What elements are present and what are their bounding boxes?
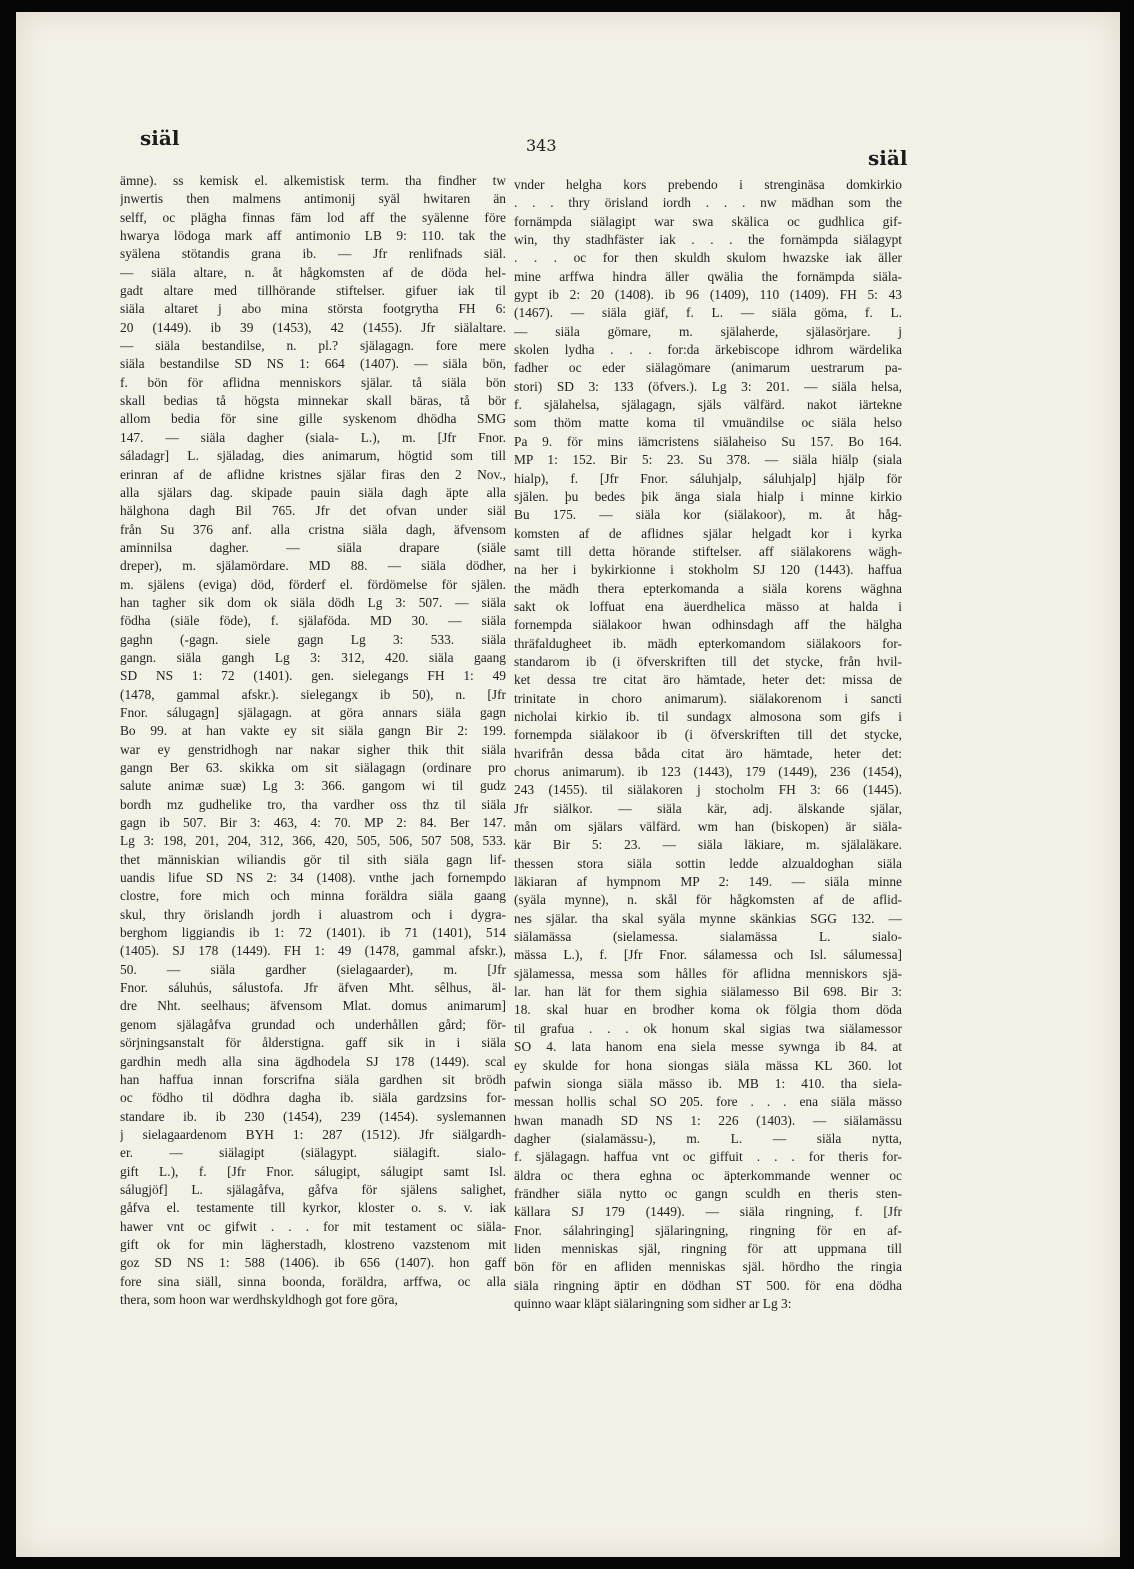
text-line: win, thy stadhfäster iak . . . the fornämpda siälagypt (514, 232, 902, 248)
text-line: thräfaldugheet ib. mädh epterkomandom siälakoors for- (514, 635, 902, 651)
text-line: han tagher sik dom ok siäla dödh Lg 3: 507. — siäla (120, 594, 506, 610)
text-line: liden menniskas själ, ringning för att uppmana till (514, 1240, 902, 1256)
text-line: erinran af de aflidne kristnes själar firas den 2 Nov., (120, 466, 506, 482)
text-line: . . . thry örisland iordh . . . nw mädhan som the (514, 195, 902, 211)
text-line: 243 (1455). til siälakoren j stocholm FH 3: 66 (1445). (514, 782, 902, 798)
text-line: 50. — siäla gardher (sielagaarder), m. [Jfr (120, 961, 506, 977)
text-line: aminnilsa dagher. — siäla drapare (siäle (120, 539, 506, 555)
text-line: Pa 9. för mins iämcristens siälaheiso Su 157. Bo 164. (514, 433, 902, 449)
text-line: ket dessa tre citat äro hämtade, heter det: missa de (514, 672, 902, 688)
text-line: stori) SD 3: 133 (öfvers.). Lg 3: 201. — siäla helsa, (514, 378, 902, 394)
left-column (120, 172, 506, 1309)
text-line: standare ib. ib 230 (1454), 239 (1454). syslemannen (120, 1108, 506, 1124)
text-line: chorus animarum). ib 123 (1443), 179 (1449), 236 (1454), (514, 764, 902, 779)
text-line: Jfr siälkor. — siäla kär, adj. älskande själar, (514, 800, 902, 816)
text-line: the mädh thera epterkomanda a siäla korens wäghna (514, 580, 902, 596)
text-line: clostre, fore mich och minna foräldra siäla gaang (120, 888, 506, 904)
text-line: gaghn (-gagn. siele gagn Lg 3: 533. siäla (120, 631, 506, 647)
text-line: komsten af de aflidnes själar helgadt kor i kyrka (514, 525, 902, 541)
text-line: 18. skal huar en brodher koma ok fölgia thom döda (514, 1002, 902, 1018)
text-line: skolen lydha . . . for:da ärkebiscope idhrom wärdelika (514, 342, 902, 358)
text-line: MP 1: 152. Bir 5: 23. Su 378. — siäla hiälp (siala (514, 452, 902, 468)
text-line: lar. han lät for them sighia siälamesso Bil 698. Bir 3: (514, 984, 902, 1000)
text-line: (1478, gammal afskr.). sielegangx ib 50), n. [Jfr (120, 686, 506, 702)
text-line: mässa L.), f. [Jfr Fnor. sálamessa och Isl. sálumessa] (514, 947, 902, 963)
text-line: 147. — siäla dagher (siala- L.), m. [Jfr Fnor. (120, 429, 506, 445)
text-line: sáladagr] L. själadag, dies animarum, högtid som till (120, 448, 506, 464)
text-line: selff, oc plägha finnas fäm lod aff the syälenne före (120, 209, 506, 225)
text-line: nicholai kirkio ib. til sundagx almosona som gifs i (514, 708, 902, 724)
text-line: sálugjöf] L. själagåfva, gåfva för själens salighet, (120, 1181, 506, 1197)
text-line: goz SD NS 1: 588 (1406). ib 656 (1407). hon gaff (120, 1255, 506, 1271)
text-line: fore sina siäll, sinna boonda, foräldra, arffwa, oc alla (120, 1273, 506, 1289)
text-line: Fnor. sálahringing] själaringning, ringning för en af- (514, 1222, 902, 1238)
text-line: f. bön för aflidna menniskors själar. tå siäla bön (120, 374, 506, 390)
text-line: fornempda siälakoor hwan odhinsdagh aff the hälgha (514, 617, 902, 633)
text-line: gangn Ber 63. skikka om sit siälagagn (ordinare pro (120, 760, 506, 775)
text-line: fornempda siälakoor ib (i öfverskriften till det stycke, (514, 727, 902, 743)
text-line: til grafua . . . ok honum skal sigias twa siälamessor (514, 1020, 902, 1036)
text-line: samt till detta hörande stiftelser. aff siälakorens wägh- (514, 543, 902, 559)
text-line: — siäla altare, n. åt hågkomsten af de döda hel- (120, 264, 506, 280)
text-line: (1467). — siäla giäf, f. L. — siäla göma, f. L. (514, 305, 902, 321)
text-line: na her i bykirkionne i stokholm SJ 120 (1443). haffua (514, 562, 902, 578)
header-right-word: siäl (868, 146, 908, 170)
text-line: mine arffwa hindra äller qwälia the fornämpda siäla- (514, 268, 902, 284)
text-line: siälamässa (sielamessa. sialamässa L. sialo- (514, 929, 902, 945)
text-line: siäla ringning äptir en dödhan ST 500. för ena dödha (514, 1277, 902, 1293)
text-line: hwarya lödoga mark aff antimonio LB 9: 110. tak the (120, 228, 506, 244)
text-line: quinno waar kläpt siälaringning som sidher ar Lg 3: (514, 1295, 792, 1311)
text-line: han haffua innan forscrifna siäla gardhen sit brödh (120, 1071, 506, 1087)
text-line: ämne). ss kemisk el. alkemistisk term. tha findher tw (120, 173, 506, 188)
text-line: sörjningsanstalt för ålderstigna. gaff sik in i siäla (120, 1035, 506, 1051)
text-line: bön för en afliden menniskas själ. hördho the ringia (514, 1259, 902, 1275)
text-line: alla själars dag. skipade pauin siäla dagh äpte alla (120, 484, 506, 500)
text-line: j sielagaardenom BYH 1: 287 (1512). Jfr siälgardh- (120, 1126, 506, 1142)
text-line: frändher siäla nytto oc gangn sculdh en theris sten- (514, 1185, 902, 1201)
text-line: er. — siälagipt (siälagypt. siälagift. sialo- (120, 1145, 506, 1161)
text-line: kär Bir 5: 23. — siäla läkiare, m. själaläkare. (514, 837, 902, 853)
text-line: mån om själars välfärd. wm han (biskopen) är siäla- (514, 819, 902, 835)
text-line: SO 4. lata hanom ena siela messe sywnga ib 84. at (514, 1039, 902, 1055)
text-line: genom själagåfva grundad och underhållen gård; för- (120, 1016, 506, 1032)
text-line: dre Nht. seelhaus; äfvensom Mlat. domus animarum] (120, 998, 506, 1014)
text-line: siäla bestandilse SD NS 1: 664 (1407). — siäla bön, (120, 356, 506, 372)
text-line: (1405). SJ 178 (1449). FH 1: 49 (1478, gammal afskr.), (120, 943, 506, 959)
page-number: 343 (526, 136, 557, 155)
text-line: skul, thry örislandh jordh i aluastrom och i dygra- (120, 906, 506, 922)
text-line: thessen stora siäla sottin ledde alzualdoghan siäla (514, 855, 902, 871)
text-line: standarom ib (i öfverskriften till det stycke, från hvil- (514, 653, 902, 669)
text-line: (syäla mynne), n. skål för hågkomsten af de aflid- (514, 892, 902, 908)
text-line: war ey genstridhogh nar nakar sigher thik thit siäla (120, 741, 506, 757)
text-line: från Su 376 anf. alla cristna siäla dagh, äfvensom (120, 521, 506, 537)
text-line: gardhin medh alla sina ägdhodela SJ 178 (1449). scal (120, 1053, 506, 1069)
text-line: dagher (sialamässu-), m. L. — siäla nytta, (514, 1130, 902, 1146)
text-line: äldra oc thera eghna oc äpterkommande wenner oc (514, 1167, 902, 1183)
text-line: allom bedia för sine gille syskenom dhödha SMG (120, 411, 506, 427)
text-line: Lg 3: 198, 201, 204, 312, 366, 420, 505, 506, 507 508, 533. (120, 833, 506, 849)
text-line: gagn ib 507. Bir 3: 463, 4: 70. MP 2: 84. Ber 147. (120, 815, 506, 831)
text-line: själamessa, messa som hålles för aflidna menniskors sjä- (514, 965, 902, 981)
text-line: trinitate in choro animarum). siälakorenom i sancti (514, 690, 902, 706)
text-line: källara SJ 179 (1449). — siäla ringning, f. [Jfr (514, 1204, 902, 1220)
text-line: . . . oc for then skuldh skulom hwazske iak äller (514, 250, 902, 266)
text-line: — siäla bestandilse, n. pl.? själagagn. fore mere (120, 338, 506, 354)
text-line: — siäla gömare, m. själaherde, själasörjare. j (514, 323, 902, 339)
text-line: födha (siäle föde), f. själaföda. MD 30. — siäla (120, 613, 506, 629)
text-line: Bu 175. — siäla kor (siälakoor), m. åt håg- (514, 507, 902, 523)
text-line: bordh mz gudhelike tro, tha vardher oss thz til siäla (120, 796, 506, 812)
text-line: hwan manadh SD NS 1: 226 (1403). — siälamässu (514, 1112, 902, 1128)
text-line: hälghona dagh Bil 765. Jfr det ofvan under siäl (120, 503, 506, 519)
text-line: oc födho til dödhra dagha ib. siäla gardzsins for- (120, 1090, 506, 1106)
text-line: ey skulde for hona siongas siäla mässa KL 360. lot (514, 1057, 902, 1073)
text-line: SD NS 1: 72 (1401). gen. sielegangs FH 1: 49 (120, 668, 506, 684)
text-line: berghom liggiandis ib 1: 72 (1401). ib 71 (1401), 514 (120, 925, 506, 941)
text-line: skall bedias tå högsta minnekar skall bäras, tå bör (120, 393, 506, 409)
text-line: uandis lifue SD NS 2: 34 (1408). vnthe jach fornempdo (120, 870, 506, 886)
text-line: f. själagagn. haffua vnt oc giffuit . . . for theris for- (514, 1149, 902, 1165)
text-line: syälena stötandis grana ib. — Jfr renlifnads siäl. (120, 246, 506, 262)
text-line: hialp), f. [Jfr Fnor. sáluhjalp, sáluhjalp] hjälp för (514, 470, 902, 486)
text-line: gift ok for min lägherstadh, klostreno vazstenom mit (120, 1236, 506, 1252)
text-line: salute animæ suæ) Lg 3: 366. gangom wi til gudz (120, 778, 506, 794)
text-line: sakt ok loffuat ena äuerdhelica mässo at halda i (514, 598, 902, 614)
text-line: som thöm matte koma til vmuändilse oc siäla helso (514, 415, 902, 431)
text-line: gangn. siäla gangh Lg 3: 312, 420. siäla gaang (120, 649, 506, 665)
header-left-word: siäl (140, 126, 180, 150)
dictionary-page (16, 12, 1120, 1557)
right-column (514, 176, 902, 1313)
text-line: fornämpda siälagipt war swa skälica oc gudhlica gif- (514, 213, 902, 229)
text-line: hawer vnt oc gifwit . . . for mit testament oc siäla- (120, 1218, 506, 1234)
text-line: pafwin sionga siäla mässo ib. MB 1: 410. tha siela- (514, 1075, 902, 1091)
text-line: själen. þu bedes þik änga siala hialp i minne kirkio (514, 488, 902, 504)
text-line: thera, som hoon war werdhskyldhogh got fore göra, (120, 1291, 398, 1307)
text-line: nes själar. tha skal syäla mynne skänkias SGG 132. — (514, 910, 902, 926)
text-line: jnwertis then malmens antimonij syäl hwitaren än (120, 191, 506, 207)
text-line: gypt ib 2: 20 (1408). ib 96 (1409), 110 (1409). FH 5: 43 (514, 287, 902, 303)
text-line: gift L.), f. [Jfr Fnor. sálugipt, sálugipt samt Isl. (120, 1163, 506, 1179)
text-line: gåfva el. testamente till kyrkor, kloster o. s. v. iak (120, 1200, 506, 1216)
text-line: Fnor. sálugagn] själagagn. at göra annars siäla gagn (120, 704, 506, 720)
text-line: siäla altaret j abo mina största footgrytha FH 6: (120, 301, 506, 317)
text-line: m. själens (eviga) död, förderf el. fördömelse för själen. (120, 576, 506, 592)
text-line: fadher oc eder siälagömare (animarum uestrarum pa- (514, 360, 902, 376)
text-line: vnder helgha kors prebendo i strenginäsa domkirkio (514, 177, 902, 192)
text-line: läkiaran af hympnom MP 2: 149. — siäla minne (514, 874, 902, 890)
text-line: Fnor. sáluhús, sálustofa. Jfr äfven Mht. sêlhus, äl- (120, 980, 506, 996)
text-line: dreper), m. själamördare. MD 88. — siäla dödher, (120, 558, 506, 574)
text-line: messan hollis schal SO 205. fore . . . ena siäla mässo (514, 1094, 902, 1110)
text-line: thet människian wiliandis gör til sith siäla gagn lif- (120, 851, 506, 867)
text-line: Bo 99. at han vakte ey sit siäla gangn Bir 2: 199. (120, 723, 506, 739)
text-line: 20 (1449). ib 39 (1453), 42 (1455). Jfr siälaltare. (120, 319, 506, 335)
text-line: f. själahelsa, själagagn, själs välfärd. nakot iärtekne (514, 397, 902, 413)
text-line: gadt altare med tillhörande stiftelser. gifuer iak til (120, 283, 506, 299)
text-line: hvarifrån dessa båda citat äro hämtade, heter det: (514, 745, 902, 761)
